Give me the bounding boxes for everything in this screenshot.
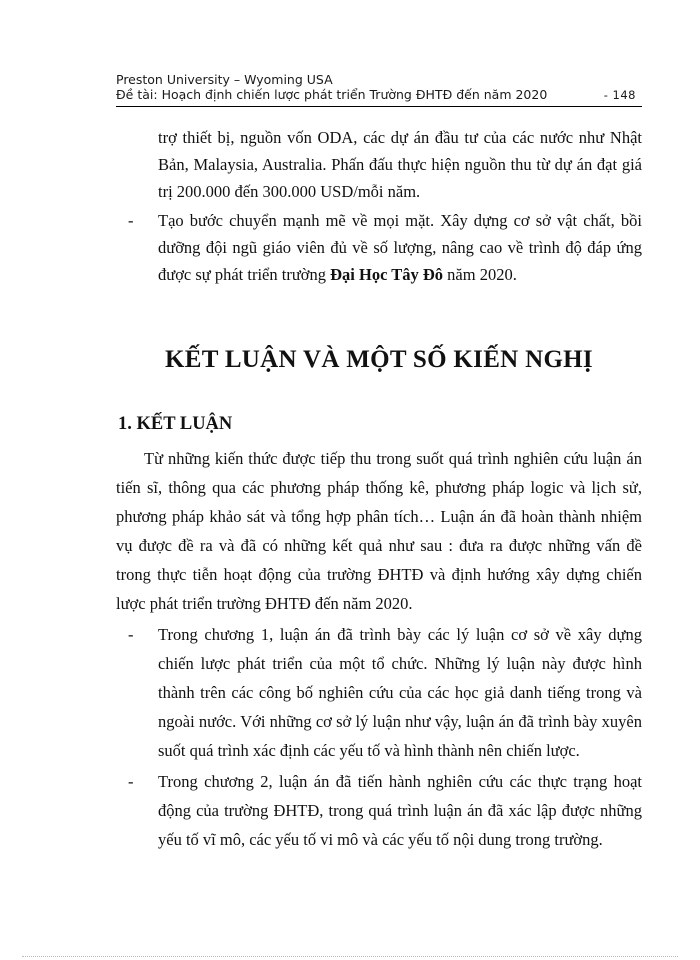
bullet-text: Trong chương 2, luận án đã tiến hành nghiên cứu các thực trạng hoạt động của trường ĐHTĐ, trong quá trình luận án đã xác lập được những yếu tố vĩ mô, các yếu tố vi mô và các yếu tố nội dung trong trường. — [158, 772, 642, 849]
header-topic-line — [116, 87, 636, 103]
page-bottom-divider — [22, 956, 678, 957]
header-topic: Đề tài: Hoạch định chiến lược phát triển Trường ĐHTĐ đến năm 2020 — [116, 87, 548, 102]
bullet-text: Tạo bước chuyển mạnh mẽ về mọi mặt. Xây dựng cơ sở vật chất, bồi dưỡng đội ngũ giáo viên đủ về số lượng, nâng cao về trình độ đáp ứng được sự phát triển trường — [158, 211, 642, 284]
university-name-bold: Đại Học Tây Đô — [330, 265, 444, 284]
header-divider — [116, 106, 642, 107]
header-university: Preston University – Wyoming USA — [116, 72, 333, 87]
list-item — [116, 620, 642, 765]
bullet-dash: - — [128, 211, 134, 230]
bullet-text: Trong chương 1, luận án đã trình bày các lý luận cơ sở về xây dựng chiến lược phát triển của một tổ chức. Những lý luận này được hình thành trên các công bố nghiên cứu của các học giả danh tiếng trong và ngoài nước. Với những cơ sở lý luận như vậy, luận án đã trình bày xuyên suốt quá trình xác định các yếu tố và hình thành nên chiến lược. — [158, 625, 642, 760]
bullet-dash: - — [128, 625, 134, 644]
conclusion-paragraph: Từ những kiến thức được tiếp thu trong suốt quá trình nghiên cứu luận án tiến sĩ, thông qua các phương pháp thống kê, phương pháp logic và lịch sử, phương pháp khảo sát và tổng hợp phân tích… Luận án đã hoàn thành nhiệm vụ được đề ra và đã có những kết quả như sau : đưa ra được những vấn đề trong thực tiễn hoạt động của trường ĐHTĐ và định hướng xây dựng chiến lược phát triển trường ĐHTĐ đến năm 2020. — [116, 449, 642, 613]
page-number: - 148 — [603, 88, 636, 102]
bullet-dash: - — [128, 772, 134, 791]
list-item — [116, 207, 642, 288]
chapter-title: KẾT LUẬN VÀ MỘT SỐ KIẾN NGHỊ — [165, 346, 593, 373]
continuation-paragraph: trợ thiết bị, nguồn vốn ODA, các dự án đầu tư của các nước như Nhật Bản, Malaysia, Australia. Phấn đấu thực hiện nguồn thu từ dự án đạt giá trị 200.000 đến 300.000 USD/mỗi năm. — [158, 128, 642, 201]
bullet-text-end: năm 2020. — [443, 265, 517, 284]
page-header — [116, 72, 636, 103]
top-content — [116, 124, 642, 288]
list-item — [116, 767, 642, 854]
section-body — [116, 444, 642, 854]
section-title: 1. KẾT LUẬN — [118, 414, 233, 434]
